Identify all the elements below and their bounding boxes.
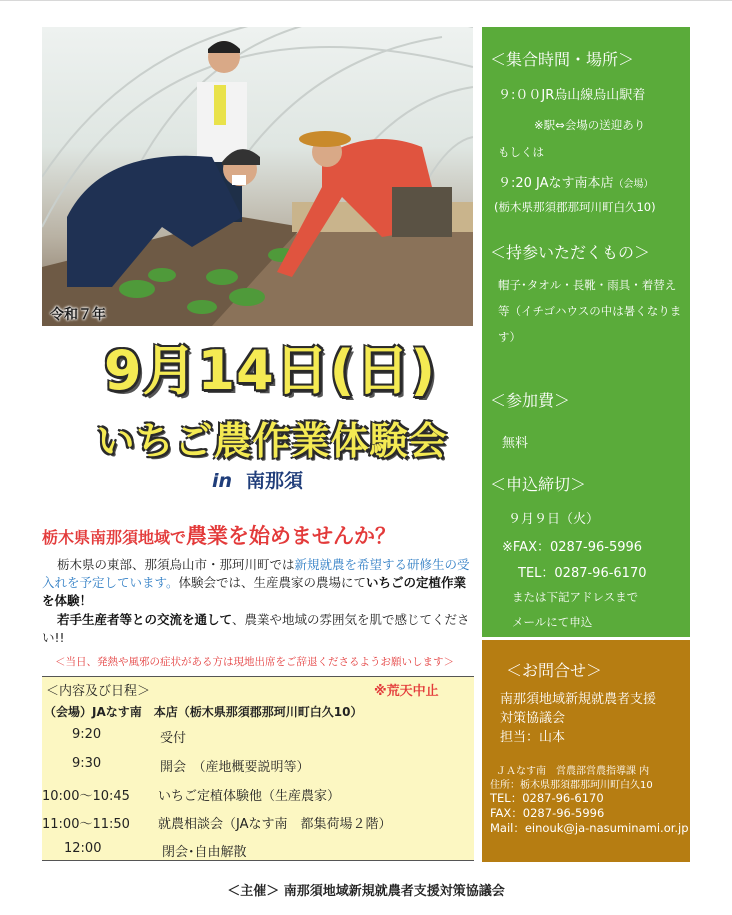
schedule-time: 10:00～10:45 [42, 789, 130, 804]
meet-station: ９:００JR烏山線烏山駅着 [498, 88, 646, 103]
p1-bold: いちごの定植作業を体験！ [42, 575, 467, 608]
contact-fax: FAX：0287-96-5996 [490, 806, 605, 820]
contact-person: 担当：山本 [500, 730, 566, 745]
strawberry-planting-photo [42, 27, 473, 326]
schedule-time: 9:20 [72, 727, 102, 742]
contact-dept: ＪＡなす南 営農部営農指導課 内 [496, 766, 650, 777]
event-location [212, 466, 303, 493]
schedule-header [42, 676, 474, 701]
meet-or: もしくは [498, 145, 544, 159]
contact-mail: Mail：einouk@ja-nasuminami.or.jp [490, 821, 689, 835]
schedule-heading: ＜内容及び日程＞ [46, 684, 151, 699]
intro-paragraph-2 [42, 611, 476, 647]
meet-address: (栃木県那須郡那珂川町白久10) [494, 200, 656, 214]
schedule-time: 9:30 [72, 756, 102, 771]
schedule-item: いちご定植体験他（生産農家） [158, 789, 341, 804]
contact-address: 住所：栃木県那須郡那珂川町白久10 [490, 780, 653, 791]
era-label: 令和７年 [50, 307, 106, 323]
headline-main: 農業を始めませんか？ [186, 524, 397, 548]
schedule-body [42, 701, 474, 861]
intro-headline [42, 520, 396, 550]
meet-ja-venue: （会場） [613, 179, 654, 190]
schedule-venue: （会場）JAなす南 本店（栃木県那須郡那珂川町白久10） [44, 705, 363, 719]
greenhouse-illustration [42, 27, 473, 326]
schedule-time: 12:00 [64, 841, 102, 856]
meet-shuttle: ※駅⇔会場の送迎あり [534, 118, 646, 132]
fee-value: 無料 [502, 436, 529, 451]
apply-fax: ※FAX：0287-96-5996 [502, 540, 643, 555]
place-name: 南那須 [246, 470, 304, 492]
fee-heading: ＜参加費＞ [490, 391, 571, 410]
event-date: 9月14日(日) [103, 339, 437, 402]
schedule-item: 受付 [160, 731, 187, 746]
apply-or: または下記アドレスまで [512, 590, 639, 604]
schedule-time: 11:00～11:50 [42, 817, 130, 832]
bring-line: 等（イチゴハウスの中は暑くなりま [498, 304, 682, 318]
schedule-item: 就農相談会（JAなす南 都集荷場２階） [158, 817, 392, 832]
meet-heading: ＜集合時間・場所＞ [490, 50, 635, 69]
meet-ja-time: ９:20 JAなす南本店 [498, 176, 614, 191]
p2-bold: 若手生産者等との交流を通して [57, 612, 233, 627]
schedule-item: 閉会･自由解散 [162, 845, 247, 860]
contact-heading: ＜お問合せ＞ [506, 661, 603, 680]
bring-heading: ＜持参いただくもの＞ [490, 243, 651, 262]
p1-text-a: 栃木県の東部、那須烏山市・那珂川町では [57, 557, 295, 572]
p2-text: 、農業や地域の雰囲気を肌で感じてください!! [42, 612, 470, 645]
apply-mail: メールにて申込 [512, 615, 593, 629]
health-notice: ＜当日、発熱や風邪の症状がある方は現地出席をご辞退くださるようお願いします＞ [55, 656, 454, 668]
organizer-footer: ＜主催＞ 南那須地域新規就農者支援対策協議会 [227, 884, 505, 899]
top-border [0, 0, 732, 1]
p1-highlight: 新規就農を希望する研修生の受入れを予定しています。 [42, 557, 470, 590]
schedule-box [42, 676, 474, 860]
contact-tel: TEL：0287-96-6170 [490, 791, 604, 805]
bring-line: す） [498, 330, 521, 344]
event-title: いちご農作業体験会 [96, 419, 448, 463]
bring-line: 帽子･タオル・長靴・雨具・着替え [498, 278, 677, 292]
intro-paragraph-1 [42, 556, 476, 610]
contact-panel [482, 640, 690, 862]
deadline-date: ９月９日（火） [508, 512, 600, 527]
contact-org: 対策協議会 [500, 711, 566, 726]
schedule-item: 開会 （産地概要説明等） [160, 760, 310, 775]
contact-org: 南那須地域新規就農者支援 [500, 692, 657, 707]
p1-text-b: 体験会では、生産農家の農場にて [178, 575, 367, 590]
rain-cancel-note: ※荒天中止 [374, 684, 439, 699]
meet-ja [498, 172, 654, 191]
headline-region: 栃木県南那須地域で [42, 528, 187, 547]
in-label: in [212, 470, 233, 492]
deadline-heading: ＜申込締切＞ [490, 475, 587, 494]
apply-tel: TEL：0287-96-6170 [518, 566, 647, 581]
info-panel [482, 27, 690, 637]
